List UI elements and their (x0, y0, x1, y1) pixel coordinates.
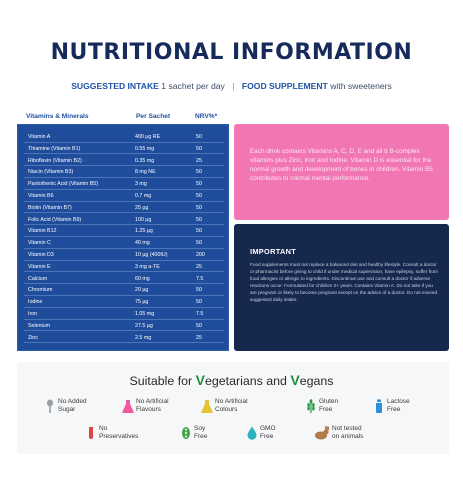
per-sachet-value: 0.55 mg (135, 145, 155, 152)
nutrient-name: Vitamin B12 (28, 228, 57, 235)
gmo-drop-icon (246, 426, 258, 440)
nrv-value: 50 (196, 228, 202, 235)
table-row (24, 191, 224, 202)
page-title: NUTRITIONAL INFORMATION (50, 40, 413, 65)
important-text: Food supplements must not replace a balanced diet and healthy lifestyle. Consult a doctor or pharmacist before giving to child if under medical supervision, have epilepsy, suffer from food allergies or allergic to ingredients. Discontinue use and consult a doctor if adverse reactions occur. Formulated for children 2+ years. Contains Vitamin A. Do not take if you are pregnant or likely to become pregnant except on the advice of a doctor. Do not exceed suggested daily intake. (250, 262, 438, 302)
feature-label (387, 398, 410, 414)
feature-line1: No (99, 425, 108, 432)
nutrient-name: Iodine (28, 299, 43, 306)
feature-line2: Free (387, 406, 401, 413)
wheat-icon (305, 399, 317, 413)
table-row (24, 321, 224, 332)
header-nutrient: Vitamins & Minerals (26, 113, 89, 120)
feature-line2: Flavours (136, 406, 161, 413)
feature-line2: Sugar (58, 406, 76, 413)
nrv-value: 200 (196, 252, 205, 258)
nutrient-name: Biotin (Vitamin B7) (28, 204, 72, 211)
feature-label (194, 425, 207, 441)
header-per-sachet: Per Sachet (136, 113, 171, 120)
feature-label (58, 398, 87, 414)
nutrient-name: Vitamin A (28, 134, 51, 140)
per-sachet-value: 27.5 µg (135, 322, 153, 329)
per-sachet-value: 3 mg a-TE (135, 263, 160, 270)
subheader (0, 81, 463, 91)
separator: | (232, 81, 235, 91)
table-row (24, 167, 224, 178)
per-sachet-value: 0.35 mg (135, 157, 155, 164)
per-sachet-value: 1.05 mg (135, 311, 155, 317)
nrv-value: 50 (196, 322, 202, 329)
nrv-value: 50 (196, 204, 202, 211)
feature-label (260, 425, 276, 441)
soy-icon (180, 426, 192, 440)
feature-line2: Free (319, 406, 333, 413)
nutrient-name: Niacin (Vitamin B3) (28, 169, 74, 176)
table-row (24, 250, 224, 261)
table-row (24, 144, 224, 155)
nutrient-name: Pantothenic Acid (Vitamin B5) (28, 181, 98, 188)
info-panel (234, 124, 449, 220)
nutrient-name: Calcium (28, 275, 48, 282)
feature-line1: GMO (260, 425, 276, 432)
important-heading: IMPORTANT (250, 247, 297, 256)
feature-line1: No Added (58, 398, 87, 405)
milk-bottle-icon (373, 399, 385, 413)
suitable-banner (0, 372, 463, 388)
table-row (24, 262, 224, 273)
nrv-value: 50 (196, 145, 202, 152)
rabbit-icon (312, 426, 324, 440)
supplement-label: FOOD SUPPLEMENT (241, 81, 328, 91)
nutrient-name: Selenium (28, 322, 51, 329)
nrv-value: 50 (196, 240, 202, 247)
feature-line1: Gluten (319, 398, 339, 405)
feature-line2: Preservatives (99, 433, 139, 440)
nrv-value: 50 (196, 193, 202, 199)
feature-line2: on animals (332, 433, 364, 440)
suitable-word2: egans (299, 374, 334, 388)
spoon-icon (44, 399, 56, 413)
per-sachet-value: 25 µg (135, 204, 149, 211)
feature-label (136, 398, 169, 414)
nutrient-name: Vitamin B6 (28, 193, 54, 199)
intake-label: SUGGESTED INTAKE (71, 81, 159, 91)
per-sachet-value: 400 µg RE (135, 134, 161, 140)
nrv-value: 50 (196, 134, 202, 140)
table-row (24, 132, 224, 143)
nrv-value: 25 (196, 263, 202, 270)
table-row (24, 309, 224, 320)
nutrient-name: Vitamin C (28, 240, 51, 247)
nutrition-table (17, 124, 229, 351)
table-row (24, 179, 224, 190)
table-row (24, 333, 224, 344)
nutrient-name: Vitamin E (28, 263, 51, 270)
nutrient-name: Vitamin D3 (28, 252, 54, 258)
nrv-value: 50 (196, 181, 202, 188)
nrv-value: 7.5 (196, 311, 204, 317)
per-sachet-value: 40 mg (135, 240, 150, 247)
feature-label (332, 425, 363, 441)
nrv-value: 7.5 (196, 275, 204, 282)
feature-label (215, 398, 248, 414)
per-sachet-value: 0.7 mg (135, 193, 152, 199)
nrv-value: 50 (196, 169, 202, 176)
vegan-v: V (290, 372, 300, 388)
feature-line2: Free (260, 433, 274, 440)
table-row (24, 215, 224, 226)
header-nrv: NRV%* (195, 113, 218, 120)
per-sachet-value: 20 µg (135, 287, 149, 294)
important-panel (234, 224, 449, 351)
per-sachet-value: 3 mg (135, 181, 147, 188)
nutrient-name: Chromium (28, 287, 53, 294)
feature-line1: No Artificial (136, 398, 169, 405)
nrv-value: 25 (196, 157, 202, 164)
intake-value: 1 sachet per day (161, 81, 225, 91)
per-sachet-value: 8 mg NE (135, 169, 156, 176)
per-sachet-value: 60 mg (135, 275, 150, 282)
table-row (24, 274, 224, 285)
nutrient-name: Folic Acid (Vitamin B9) (28, 216, 82, 223)
flask-icon (201, 399, 213, 413)
supplement-value: with sweeteners (330, 81, 392, 91)
feature-line1: Not tested (332, 425, 362, 432)
nutrient-name: Thiamine (Vitamin B1) (28, 145, 81, 152)
table-row (24, 156, 224, 167)
feature-label (319, 398, 338, 414)
nrv-value: 50 (196, 287, 202, 294)
info-text: Each drink contains Vitamins A, C, D, E and all 8 B-complex vitamins plus Zinc, Iron and Iodine. Vitamin D is essential for the normal growth and development of bones in children. Vitamin B5 contributes to normal mental performance. (250, 148, 433, 182)
per-sachet-value: 1.25 µg (135, 228, 153, 235)
nrv-value: 50 (196, 299, 202, 306)
nutrient-name: Iron (28, 311, 38, 317)
feature-line1: Soy (194, 425, 206, 432)
table-row (24, 226, 224, 237)
suitable-word1: egetarians and (204, 374, 291, 388)
feature-line2: Colours (215, 406, 238, 413)
table-row (24, 203, 224, 214)
per-sachet-value: 100 µg (135, 216, 152, 223)
feature-line1: No Artificial (215, 398, 248, 405)
vegetarian-v: V (195, 372, 205, 388)
nutrient-name: Riboflavin (Vitamin B2) (28, 157, 82, 164)
table-row (24, 285, 224, 296)
feature-line2: Free (194, 433, 208, 440)
table-row (24, 238, 224, 249)
per-sachet-value: 2.5 mg (135, 334, 152, 341)
suitable-prefix: Suitable for (129, 374, 196, 388)
per-sachet-value: 10 µg (400IU) (135, 252, 168, 258)
table-row (24, 297, 224, 308)
test-tube-icon (85, 426, 97, 440)
per-sachet-value: 75 µg (135, 299, 149, 306)
feature-label (99, 425, 138, 441)
flask-icon (122, 399, 134, 413)
feature-line1: Lactose (387, 398, 410, 405)
nrv-value: 50 (196, 216, 202, 223)
nrv-value: 25 (196, 334, 202, 341)
nutrient-name: Zinc (28, 334, 39, 341)
